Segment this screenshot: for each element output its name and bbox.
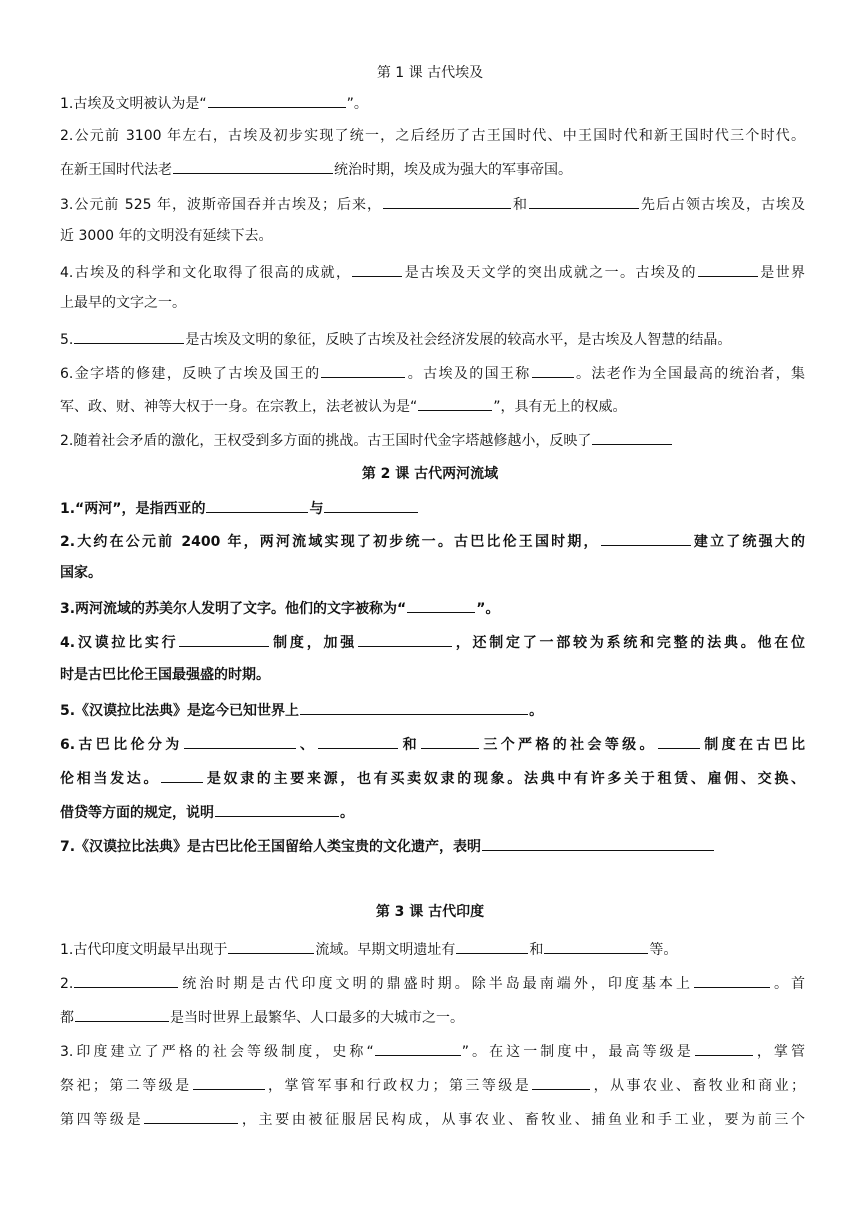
lesson3-title: 第 3 课 古代印度 <box>375 904 485 920</box>
answer-blank[interactable] <box>321 362 405 378</box>
answer-blank[interactable] <box>694 972 770 988</box>
lesson2-q7: 7.《汉谟拉比法典》是古巴比伦王国留给人类宝贵的文化遗产，表明 <box>60 835 805 857</box>
lesson1-q5: 5. 是古埃及文明的象征，反映了古埃及社会经济发展的较高水平，是古埃及人智慧的结晶。 <box>60 328 805 350</box>
answer-blank[interactable] <box>184 733 296 749</box>
lesson2-q6-line1: 6.古巴比伦分为 、 和 三个严格的社会等级。 制度在古巴比 <box>60 733 805 755</box>
lesson2-q2-line1: 2.大约在公元前 2400 年，两河流域实现了初步统一。古巴比伦王国时期， 建立了统强大的 <box>60 530 805 552</box>
lesson2-title: 第 2 课 古代两河流域 <box>361 466 499 482</box>
answer-blank[interactable] <box>529 193 639 209</box>
lesson1-q7: 2.随着社会矛盾的激化，王权受到多方面的挑战。古王国时代金字塔越修越小，反映了 <box>60 429 805 451</box>
lesson3-q3-line1: 3.印度建立了严格的社会等级制度，史称“ ”。在这一制度中，最高等级是 ，掌管 <box>60 1040 805 1062</box>
lesson2-q5: 5.《汉谟拉比法典》是迄今已知世界上 。 <box>60 699 805 721</box>
answer-blank[interactable] <box>695 1040 753 1056</box>
lesson3-q2-line1: 2. 统治时期是古代印度文明的鼎盛时期。除半岛最南端外，印度基本上 。首 <box>60 972 805 994</box>
lesson1-q2-line1: 2.公元前 3100 年左右，古埃及初步实现了统一，之后经历了古王国时代、中王国时代和新王国时代三个时代。 <box>60 128 805 144</box>
answer-blank[interactable] <box>456 938 528 954</box>
answer-blank[interactable] <box>532 1074 590 1090</box>
answer-blank[interactable] <box>482 835 714 851</box>
answer-blank[interactable] <box>74 972 178 988</box>
lesson3-q3-line3: 第四等级是 ，主要由被征服居民构成，从事农业、畜牧业、捕鱼业和手工业，要为前三个 <box>60 1108 805 1130</box>
answer-blank[interactable] <box>173 158 333 174</box>
answer-blank[interactable] <box>421 733 479 749</box>
answer-blank[interactable] <box>383 193 511 209</box>
answer-blank[interactable] <box>532 362 574 378</box>
answer-blank[interactable] <box>179 631 269 647</box>
lesson2-q6-line2: 伦相当发达。 是奴隶的主要来源，也有买卖奴隶的现象。法典中有许多关于租赁、雇佣、交换、 <box>60 767 805 789</box>
answer-blank[interactable] <box>601 530 691 546</box>
lesson3-q2-line2: 都 是当时世界上最繁华、人口最多的大城市之一。 <box>60 1006 805 1028</box>
answer-blank[interactable] <box>193 1074 265 1090</box>
lesson1-q3-line2: 近 3000 年的文明没有延续下去。 <box>60 228 273 244</box>
answer-blank[interactable] <box>358 631 452 647</box>
lesson2-q4-line1: 4.汉谟拉比实行 制度，加强 ，还制定了一部较为系统和完整的法典。他在位 <box>60 631 805 653</box>
answer-blank[interactable] <box>698 261 758 277</box>
lesson3-q3-line2: 祭祀；第二等级是 ，掌管军事和行政权力；第三等级是 ，从事农业、畜牧业和商业； <box>60 1074 805 1096</box>
answer-blank[interactable] <box>75 1006 169 1022</box>
lesson1-q6-line2: 军、政、财、神等大权于一身。在宗教上，法老被认为是“ ”，具有无上的权威。 <box>60 395 805 417</box>
lesson1-q4-line2: 上最早的文字之一。 <box>60 295 186 311</box>
answer-blank[interactable] <box>658 733 700 749</box>
answer-blank[interactable] <box>418 395 492 411</box>
lesson2-q3: 3.两河流域的苏美尔人发明了文字。他们的文字被称为“ ”。 <box>60 597 805 619</box>
answer-blank[interactable] <box>544 938 648 954</box>
answer-blank[interactable] <box>407 597 475 613</box>
answer-blank[interactable] <box>318 733 398 749</box>
lesson2-q6-line3: 借贷等方面的规定，说明 。 <box>60 801 805 823</box>
lesson1-q1: 1.古埃及文明被认为是“ ”。 <box>60 92 805 114</box>
lesson1-q2-line2: 在新王国时代法老 统治时期，埃及成为强大的军事帝国。 <box>60 158 805 180</box>
answer-blank[interactable] <box>324 497 418 513</box>
lesson3-q1: 1.古代印度文明最早出现于 流域。早期文明遗址有 和 等。 <box>60 938 805 960</box>
lesson2-q1: 1.“两河”，是指西亚的 与 <box>60 497 805 519</box>
lesson1-title: 第 1 课 古代埃及 <box>376 65 484 81</box>
lesson1-q4-line1: 4.古埃及的科学和文化取得了很高的成就， 是古埃及天文学的突出成就之一。古埃及的 是世界 <box>60 261 805 283</box>
answer-blank[interactable] <box>592 429 672 445</box>
answer-blank[interactable] <box>300 699 528 715</box>
lesson1-q6-line1: 6.金字塔的修建，反映了古埃及国王的 。古埃及的国王称 。法老作为全国最高的统治者，集 <box>60 362 805 384</box>
answer-blank[interactable] <box>74 328 184 344</box>
lesson1-q3-line1: 3.公元前 525 年，波斯帝国吞并古埃及；后来， 和 先后占领古埃及，古埃及 <box>60 193 805 215</box>
answer-blank[interactable] <box>161 767 203 783</box>
answer-blank[interactable] <box>228 938 314 954</box>
answer-blank[interactable] <box>144 1108 238 1124</box>
lesson2-q4-line2: 时是古巴比伦王国最强盛的时期。 <box>60 667 270 683</box>
answer-blank[interactable] <box>375 1040 461 1056</box>
answer-blank[interactable] <box>206 497 308 513</box>
lesson2-q2-line2: 国家。 <box>60 565 102 581</box>
answer-blank[interactable] <box>215 801 339 817</box>
answer-blank[interactable] <box>352 261 402 277</box>
answer-blank[interactable] <box>208 92 346 108</box>
